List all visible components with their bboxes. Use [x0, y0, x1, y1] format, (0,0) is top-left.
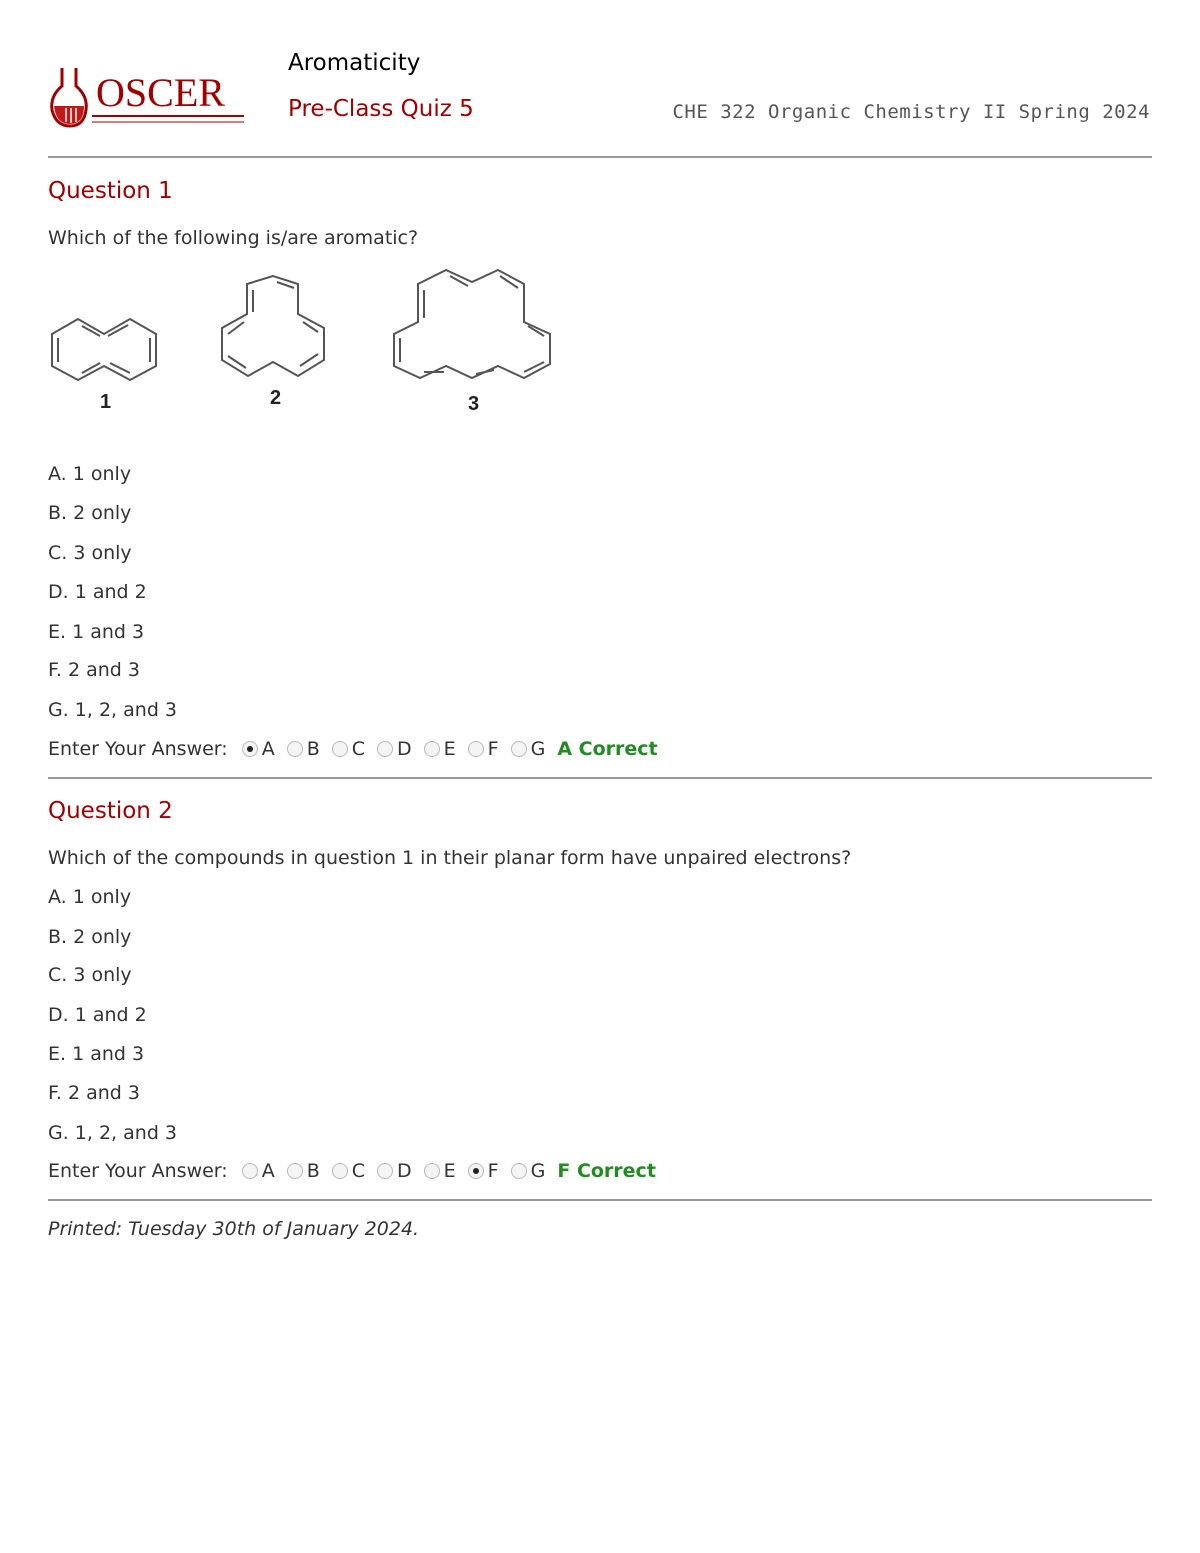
q2-radio-a[interactable]: [242, 1163, 258, 1179]
q2-option-c: C. 3 only: [48, 964, 132, 986]
course-name: CHE 322 Organic Chemistry II Spring 2024: [672, 101, 1150, 123]
q2-choice-a: A: [261, 1160, 275, 1182]
q1-choice-f: F: [487, 738, 499, 760]
structure-2-label: 2: [270, 387, 282, 409]
q1-radio-c[interactable]: [332, 741, 348, 757]
q2-answer-label: Enter Your Answer:: [48, 1160, 228, 1182]
q2-feedback: F Correct: [557, 1160, 656, 1182]
q1-choice-d: D: [397, 738, 412, 760]
structure-3: [394, 270, 550, 378]
q1-choice-b: B: [306, 738, 320, 760]
q1-option-c: C. 3 only: [48, 542, 132, 564]
q1-option-f: F. 2 and 3: [48, 659, 140, 681]
structures-figure: [48, 262, 568, 422]
q1-option-a: A. 1 only: [48, 463, 132, 485]
q1-feedback: A Correct: [557, 738, 658, 760]
question2-text: Which of the compounds in question 1 in their planar form have unpaired electrons?: [48, 847, 852, 869]
q2-radio-c[interactable]: [332, 1163, 348, 1179]
q2-option-b: B. 2 only: [48, 926, 132, 948]
q1-radio-g[interactable]: [511, 741, 527, 757]
q1-radio-a[interactable]: [242, 741, 258, 757]
q1-choice-c: C: [351, 738, 366, 760]
q2-radio-f[interactable]: [468, 1163, 484, 1179]
structure-1-label: 1: [100, 391, 112, 413]
q1-option-d: D. 1 and 2: [48, 581, 147, 603]
quiz-subtitle: Pre-Class Quiz 5: [288, 96, 474, 122]
structure-1: [52, 318, 156, 380]
q2-option-d: D. 1 and 2: [48, 1004, 147, 1026]
q2-option-a: A. 1 only: [48, 886, 132, 908]
q2-option-g: G. 1, 2, and 3: [48, 1122, 178, 1144]
q1-radio-d[interactable]: [377, 741, 393, 757]
q2-radio-e[interactable]: [424, 1163, 440, 1179]
q1-answer-row: [48, 738, 658, 760]
q2-choice-b: B: [306, 1160, 320, 1182]
q1-radio-b[interactable]: [287, 741, 303, 757]
q2-option-f: F. 2 and 3: [48, 1082, 140, 1104]
structure-2: [222, 276, 324, 376]
q2-radio-b[interactable]: [287, 1163, 303, 1179]
oscer-logo: [48, 62, 248, 134]
q1-option-e: E. 1 and 3: [48, 621, 145, 643]
page-title: Aromaticity: [288, 50, 421, 76]
q1-choice-g: G: [530, 738, 546, 760]
q2-radio-d[interactable]: [377, 1163, 393, 1179]
structure-3-label: 3: [468, 393, 480, 415]
header-divider: [48, 156, 1152, 158]
q1-radio-e[interactable]: [424, 741, 440, 757]
printed-date: Printed: Tuesday 30th of January 2024.: [48, 1218, 420, 1240]
question2-title: Question 2: [48, 798, 173, 824]
q1-answer-label: Enter Your Answer:: [48, 738, 228, 760]
q2-choice-g: G: [530, 1160, 546, 1182]
q1-choice-a: A: [261, 738, 275, 760]
q2-answer-row: [48, 1160, 656, 1182]
q1-choice-e: E: [443, 738, 456, 760]
q2-choice-c: C: [351, 1160, 366, 1182]
q1-option-b: B. 2 only: [48, 502, 132, 524]
q2-option-e: E. 1 and 3: [48, 1043, 145, 1065]
q1-option-g: G. 1, 2, and 3: [48, 699, 178, 721]
q2-choice-e: E: [443, 1160, 456, 1182]
logo-text: OSCER: [96, 70, 225, 115]
footer-divider: [48, 1199, 1152, 1201]
question1-text: Which of the following is/are aromatic?: [48, 227, 419, 249]
q1-radio-f[interactable]: [468, 741, 484, 757]
q2-choice-f: F: [487, 1160, 499, 1182]
question1-title: Question 1: [48, 178, 173, 204]
q2-choice-d: D: [397, 1160, 412, 1182]
q2-radio-g[interactable]: [511, 1163, 527, 1179]
question-divider: [48, 777, 1152, 779]
